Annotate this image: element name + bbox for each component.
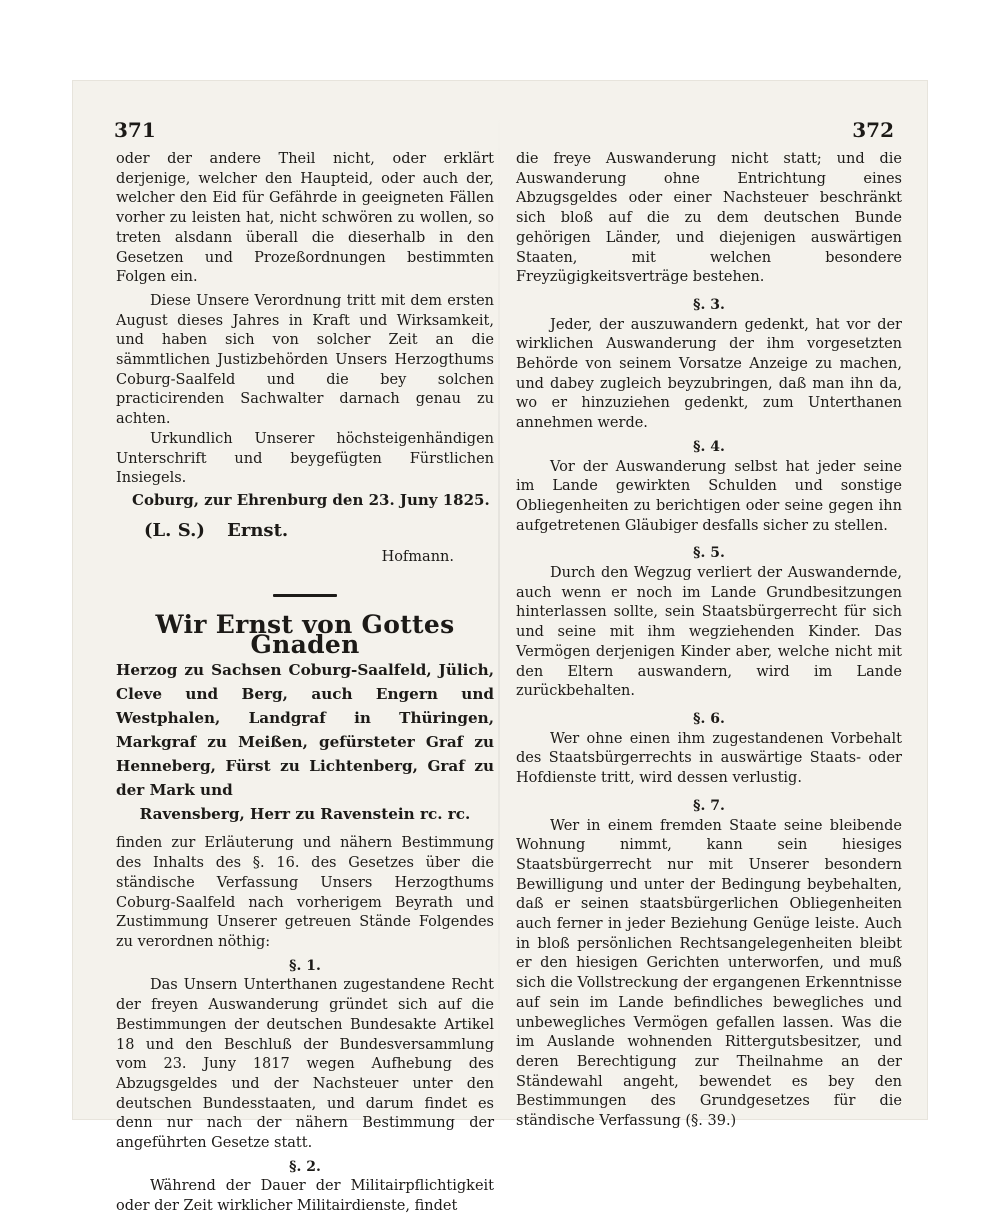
section-heading-7: §. 7. [693, 797, 725, 814]
section-text-5: Durch den Wegzug verliert der Auswandernde, auch wenn er noch im Lande Grundbesitzungen hinterlassen sollte, sein Staatsbürgerrecht für sich und seine mit ihm wegziehenden Kinder. Das Vermögen derjenigen Kinder aber, welche nicht mit den Eltern auswandern, wird im Lande zurückbehalten. [516, 565, 902, 700]
book-gutter [498, 104, 500, 1104]
section-text-1: Das Unsern Unterthanen zugestandene Recht der freyen Auswanderung gründet sich auf die Bestimmungen der deutschen Bundesakte Artikel 18 und den Beschluß der Bundesversammlung vom 23. Juny 1817 wegen Aufhebung des Abzugsgeldes und der Nachsteuer unter den deutschen Bundesstaaten, und darum findet es denn nur nach der nähern Bestimmung der angeführten Gesetze statt. [116, 977, 494, 1152]
section-heading-6: §. 6. [693, 710, 725, 727]
section-heading-4: §. 4. [693, 438, 725, 455]
section-text-2: Während der Dauer der Militairpflichtigkeit oder der Zeit wirklicher Militairdienste, findet [116, 1178, 494, 1215]
section-heading-3: §. 3. [693, 296, 725, 313]
paragraph-attestation: Urkundlich Unserer höchsteigenhändigen Unterschrift und beygefügten Fürstlichen Insiegels. [116, 430, 494, 487]
decree-headline: Wir Ernst von Gottes Gnaden [155, 610, 455, 659]
right-column [516, 150, 902, 1132]
page-number-right: 372 [852, 118, 894, 142]
section-text-3: Jeder, der auszuwandern gedenkt, hat vor der wirklichen Auswanderung der ihm vorgesetzten Behörde von seinem Vorsatze Anzeige zu machen, und dabey zugleich beyzubringen, daß man ihn da, wo er hinzuziehen gedenkt, zum Unterthanen annehmen werde. [516, 316, 902, 432]
section-divider [273, 594, 337, 597]
sovereign-titles: Herzog zu Sachsen Coburg-Saalfeld, Jülich, Cleve und Berg, auch Engern und Westphalen, Landgraf in Thüringen, Markgraf zu Meißen, gefürsteter Graf zu Henneberg, Fürst zu Lichtenberg, Graf zu der Mark und [116, 661, 494, 800]
paragraph-effective-date: Diese Unsere Verordnung tritt mit dem ersten August dieses Jahres in Kraft und Wirksamkeit, und haben sich von solcher Zeit an die sämmtlichen Justizbehörden Unsers Herzogthums Coburg-Saalfeld und die bey solchen practicirenden Sachwalter darnach genau zu achten. [116, 292, 494, 428]
sovereign-titles-end: Ravensberg, Herr zu Ravenstein rc. rc. [139, 805, 471, 824]
decree-preamble: finden zur Erläuterung und nähern Bestimmung des Inhalts des §. 16. des Gesetzes über die ständische Verfassung Unsers Herzogthums Coburg-Saalfeld nach vorherigem Beyrath und Zustimmung Unserer getreuen Stände Folgendes zu verordnen nöthig: [116, 835, 494, 950]
countersignature: Hofmann. [381, 549, 454, 566]
paragraph-continuation-right: die freye Auswanderung nicht statt; und die Auswanderung ohne Entrichtung eines Abzugsgeldes oder einer Nachsteuer beschränkt sich bloß auf die zu dem deutschen Bunde gehörigen Länder, und diejenigen auswärtigen Staaten, mit welchen besondere Freyzügigkeitsverträge bestehen. [516, 151, 902, 286]
section-heading-5: §. 5. [693, 545, 725, 562]
section-heading-1: §. 1. [289, 957, 321, 974]
section-heading-2: §. 2. [289, 1158, 321, 1175]
signature-line [116, 521, 494, 541]
left-column [116, 150, 494, 1217]
page-number-left: 371 [114, 118, 156, 142]
section-text-6: Wer ohne einen ihm zugestandenen Vorbehalt des Staatsbürgerrechts in auswärtige Staats- oder Hofdienste tritt, wird dessen verlustig. [516, 730, 902, 787]
sovereign-signature: Ernst. [227, 519, 289, 541]
paragraph-continuation: oder der andere Theil nicht, oder erklärt derjenige, welcher den Haupteid, oder auch der, welcher den Eid für Gefährde in geeigneten Fällen vorher zu leisten hat, nicht schwören zu wollen, so treten alsdann überall die dieserhalb in den Gesetzen und Prozeßordnungen bestimmten Folgen ein. [116, 151, 494, 286]
section-text-7: Wer in einem fremden Staate seine bleibende Wohnung nimmt, kann sein hiesiges Staatsbürgerrecht nur mit Unserer besondern Bewilligung und unter der Bedingung beybehalten, daß er seinen staatsbürgerlichen Obliegenheiten auch ferner in jeder Beziehung Genüge leiste. Auch in bloß persönlichen Rechtsangelegenheiten bleibt er den hiesigen Gerichten unterworfen, und muß sich die Vollstreckung der ergangenen Erkenntnisse auf sein im Lande befindliches bewegliches und unbewegliches Vermögen gefallen lassen. Was die im Auslande wohnenden Rittergutsbesitzer, und deren Berechtigung zur Theilnahme an der Ständewahl angeht, bewendet es bey den Bestimmungen des Grundgesetzes für die ständische Verfassung (§. 39.) [516, 817, 902, 1130]
section-text-4: Vor der Auswanderung selbst hat jeder seine im Lande gewirkten Schulden und sonstige Obliegenheiten zu berichtigen oder seine gegen ihn aufgetretenen Gläubiger desfalls sicher zu stellen. [516, 458, 902, 534]
seal-mark: (L. S.) [144, 519, 205, 541]
place-date-line: Coburg, zur Ehrenburg den 23. Juny 1825. [132, 490, 490, 509]
